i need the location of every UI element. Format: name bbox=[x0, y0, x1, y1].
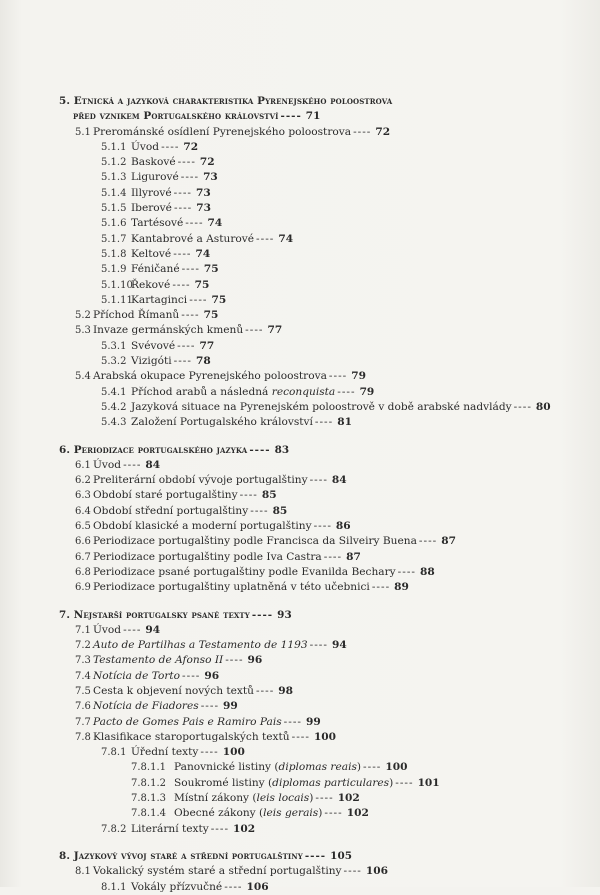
leader-dash: ---- bbox=[123, 623, 142, 636]
entry-text: Svévové bbox=[131, 339, 176, 352]
chapter-title: 6. Periodizace portugalského jazyka bbox=[59, 443, 248, 456]
entry-text-end: ) bbox=[356, 761, 362, 774]
entry-title bbox=[93, 369, 327, 384]
entry-text: Literární texty bbox=[131, 822, 209, 835]
entry-title bbox=[131, 745, 198, 760]
entry-page: 102 bbox=[233, 822, 256, 835]
chapter-page: 105 bbox=[330, 849, 353, 862]
leader-dash: ---- bbox=[181, 263, 200, 276]
chapter-page: 83 bbox=[274, 443, 290, 456]
toc-entry bbox=[59, 822, 584, 837]
entry-page: 98 bbox=[278, 684, 294, 697]
entry-text: Řekové bbox=[131, 278, 171, 291]
entry-text: Vokalický systém staré a střední portugalštiny bbox=[93, 865, 342, 878]
entry-number: 5.1 bbox=[75, 126, 91, 138]
entry-number: 7.7 bbox=[75, 716, 91, 728]
entry-title bbox=[174, 791, 313, 806]
entry-number: 5.1.9 bbox=[101, 264, 127, 276]
entry-page: 87 bbox=[346, 550, 361, 563]
toc-entry bbox=[59, 323, 584, 338]
leader-dash: ---- bbox=[200, 746, 219, 759]
entry-number: 8.1.1 bbox=[101, 881, 127, 893]
entry-number: 5.4 bbox=[75, 371, 91, 383]
entry-text: Jazyková situace na Pyrenejském poloostrově v době arabské nadvlády bbox=[131, 400, 512, 413]
entry-number: 5.4.2 bbox=[101, 401, 127, 413]
leader-dash: ---- bbox=[251, 608, 274, 621]
chapter-heading bbox=[59, 443, 584, 458]
entry-title bbox=[93, 534, 417, 549]
chapter-heading bbox=[59, 849, 584, 864]
entry-text-italic: leis gerais bbox=[263, 807, 319, 820]
entry-text-italic: Testamento de Afonso II bbox=[93, 654, 224, 667]
leader-dash: ---- bbox=[239, 489, 258, 502]
entry-number: 7.1 bbox=[75, 624, 91, 636]
leader-dash: ---- bbox=[395, 776, 414, 789]
entry-page: 75 bbox=[194, 278, 210, 291]
toc-entry bbox=[59, 699, 584, 714]
leader-dash: ---- bbox=[123, 458, 142, 471]
entry-title bbox=[93, 699, 199, 714]
entry-title bbox=[93, 580, 370, 595]
toc-entry bbox=[59, 791, 584, 806]
entry-page: 78 bbox=[195, 355, 211, 368]
toc-entry bbox=[59, 534, 584, 549]
toc-entry bbox=[59, 550, 584, 565]
leader-dash: ---- bbox=[313, 520, 332, 533]
entry-text: Úvod bbox=[93, 458, 122, 471]
toc-entry bbox=[59, 623, 584, 638]
entry-number: 6.4 bbox=[75, 505, 91, 517]
leader-dash: ---- bbox=[363, 761, 382, 774]
leader-dash: ---- bbox=[418, 535, 438, 548]
entry-page: 86 bbox=[335, 520, 351, 533]
entry-title bbox=[174, 760, 361, 775]
toc-entry bbox=[59, 247, 584, 262]
toc-entry bbox=[59, 415, 584, 430]
leader-dash: ---- bbox=[181, 309, 200, 322]
leader-dash: ---- bbox=[180, 171, 200, 184]
entry-number: 5.1.4 bbox=[101, 187, 127, 199]
leader-dash: ---- bbox=[173, 355, 192, 368]
entry-text-italic: Auto de Partilhas a Testamento de 1193 bbox=[93, 639, 308, 652]
leader-dash: ---- bbox=[182, 669, 201, 682]
chapter-title: 7. Nejstarší portugalsky psané texty bbox=[59, 608, 250, 621]
entry-number: 6.6 bbox=[75, 536, 91, 548]
toc-entry bbox=[59, 488, 584, 503]
entry-text: Keltové bbox=[131, 247, 172, 260]
entry-text: Prerománské osídlení Pyrenejského poloostrova bbox=[93, 125, 352, 138]
toc-entry bbox=[59, 669, 584, 684]
entry-number: 5.2 bbox=[75, 310, 91, 322]
entry-number: 7.4 bbox=[75, 670, 91, 682]
toc-entry bbox=[59, 580, 584, 595]
entry-page: 84 bbox=[331, 474, 347, 487]
leader-dash: ---- bbox=[210, 822, 230, 835]
entry-number: 5.1.11 bbox=[101, 294, 133, 306]
entry-page: 73 bbox=[196, 202, 212, 215]
leader-dash: ---- bbox=[324, 807, 343, 820]
entry-number: 5.1.3 bbox=[101, 172, 127, 184]
entry-text-italic: Notícia de Torto bbox=[93, 669, 181, 682]
toc-entry bbox=[59, 473, 584, 488]
entry-page: 72 bbox=[199, 156, 215, 169]
leader-dash: ---- bbox=[250, 504, 269, 517]
entry-page: 89 bbox=[394, 581, 409, 594]
entry-page: 94 bbox=[331, 639, 347, 652]
toc-entry bbox=[59, 369, 584, 384]
entry-number: 7.5 bbox=[75, 685, 91, 697]
leader-dash: ---- bbox=[172, 278, 191, 291]
entry-title bbox=[93, 125, 351, 140]
toc-entry bbox=[59, 232, 584, 247]
entry-number: 7.3 bbox=[75, 655, 91, 667]
entry-title bbox=[93, 715, 282, 730]
entry-title bbox=[93, 864, 342, 879]
entry-page: 73 bbox=[195, 186, 211, 199]
chapter-title-cont: před vznikem Portugalského království bbox=[73, 110, 279, 123]
toc-entry bbox=[59, 864, 584, 879]
chapter-heading bbox=[59, 608, 584, 623]
leader-dash: ---- bbox=[315, 792, 334, 805]
entry-title bbox=[131, 155, 176, 170]
entry-number: 7.8.1.1 bbox=[131, 762, 166, 774]
entry-page: 74 bbox=[207, 217, 223, 230]
entry-text: Období staré portugalštiny bbox=[93, 489, 238, 502]
leader-dash: ---- bbox=[343, 865, 362, 878]
entry-title bbox=[93, 623, 121, 638]
entry-title bbox=[93, 669, 180, 684]
entry-title bbox=[93, 519, 312, 534]
entry-text: Arabská okupace Pyrenejského poloostrova bbox=[93, 370, 327, 383]
leader-dash: ---- bbox=[323, 550, 343, 563]
entry-title bbox=[93, 458, 121, 473]
leader-dash: ---- bbox=[256, 232, 275, 245]
entry-title bbox=[131, 247, 171, 262]
entry-title bbox=[93, 473, 308, 488]
toc-entry bbox=[59, 504, 584, 519]
entry-number: 6.2 bbox=[75, 475, 91, 487]
toc-entry bbox=[59, 715, 584, 730]
entry-page: 72 bbox=[183, 140, 199, 153]
leader-dash: ---- bbox=[245, 324, 264, 337]
entry-page: 75 bbox=[211, 293, 227, 306]
entry-text-italic: Notícia de Fiadores bbox=[93, 700, 199, 713]
entry-page: 79 bbox=[359, 385, 375, 398]
entry-number: 5.3.2 bbox=[101, 356, 127, 368]
entry-text-end: ) bbox=[309, 792, 314, 805]
leader-dash: ---- bbox=[185, 217, 204, 230]
entry-title bbox=[93, 308, 179, 323]
entry-number: 8.1 bbox=[75, 866, 91, 878]
toc-entry bbox=[59, 638, 584, 653]
entry-page: 96 bbox=[204, 669, 220, 682]
entry-title bbox=[93, 730, 290, 745]
leader-dash: ---- bbox=[309, 474, 328, 487]
entry-number: 5.1.8 bbox=[101, 248, 127, 260]
leader-dash: ---- bbox=[173, 186, 192, 199]
entry-page: 74 bbox=[278, 232, 294, 245]
entry-title bbox=[93, 550, 322, 565]
toc-entry bbox=[59, 125, 584, 140]
entry-title bbox=[131, 232, 254, 247]
entry-number: 6.5 bbox=[75, 521, 91, 533]
entry-title bbox=[131, 216, 183, 231]
entry-title bbox=[93, 488, 238, 503]
toc-entry bbox=[59, 400, 584, 415]
entry-text: Úvod bbox=[93, 623, 122, 636]
toc-entry bbox=[59, 684, 584, 699]
entry-number: 5.1.2 bbox=[101, 157, 127, 169]
entry-number: 6.1 bbox=[75, 459, 91, 471]
entry-page: 85 bbox=[261, 489, 277, 502]
entry-title bbox=[131, 170, 179, 185]
entry-text: Soukromé listiny ( bbox=[174, 776, 273, 789]
toc-entry bbox=[59, 745, 584, 760]
leader-dash: ---- bbox=[337, 385, 356, 398]
entry-text: Vizigóti bbox=[131, 355, 172, 368]
leader-dash: ---- bbox=[224, 880, 243, 893]
entry-text: Kantabrové a Asturové bbox=[131, 232, 255, 245]
chapter-heading bbox=[59, 94, 584, 125]
leader-dash: ---- bbox=[225, 654, 244, 667]
entry-title bbox=[93, 684, 254, 699]
entry-text: Illyrové bbox=[131, 186, 172, 199]
entry-page: 73 bbox=[203, 171, 218, 184]
leader-dash: ---- bbox=[314, 416, 334, 429]
leader-dash: ---- bbox=[283, 715, 302, 728]
entry-title bbox=[131, 822, 209, 837]
entry-text: Féničané bbox=[131, 263, 180, 276]
entry-number: 7.2 bbox=[75, 640, 91, 652]
entry-text: Periodizace psané portugalštiny podle Evanilda Bechary bbox=[93, 565, 396, 578]
leader-dash: ---- bbox=[397, 565, 416, 578]
entry-number: 6.3 bbox=[75, 490, 91, 502]
entry-number: 5.1.6 bbox=[101, 218, 127, 230]
entry-number: 7.8.2 bbox=[101, 823, 127, 835]
leader-dash: ---- bbox=[255, 684, 275, 697]
entry-number: 6.7 bbox=[75, 551, 91, 563]
entry-page: 106 bbox=[246, 880, 269, 893]
entry-page: 80 bbox=[535, 400, 551, 413]
entry-page: 81 bbox=[337, 416, 352, 429]
entry-text-italic: Pacto de Gomes Pais e Ramiro Pais bbox=[93, 715, 282, 728]
toc-entry bbox=[59, 216, 584, 231]
toc-entry bbox=[59, 201, 584, 216]
entry-page: 102 bbox=[346, 807, 369, 820]
entry-number: 6.9 bbox=[75, 582, 91, 594]
entry-text-italic: reconquista bbox=[271, 385, 336, 398]
leader-dash: ---- bbox=[371, 581, 391, 594]
leader-dash: ---- bbox=[353, 125, 372, 138]
toc-entry bbox=[59, 170, 584, 185]
entry-text: Cesta k objevení nových textů bbox=[93, 684, 254, 697]
entry-text: Periodizace portugalštiny uplatněná v této učebnici bbox=[93, 581, 370, 594]
entry-text: Obecné zákony ( bbox=[174, 807, 264, 820]
entry-page: 88 bbox=[420, 565, 435, 578]
toc-entry bbox=[59, 458, 584, 473]
toc-entry bbox=[59, 519, 584, 534]
toc-entry bbox=[59, 653, 584, 668]
toc-entry bbox=[59, 155, 584, 170]
toc-entry bbox=[59, 565, 584, 580]
entry-title bbox=[174, 776, 393, 791]
entry-title bbox=[131, 201, 172, 216]
entry-title bbox=[131, 186, 172, 201]
entry-text: Období klasické a moderní portugalštiny bbox=[93, 520, 312, 533]
toc-entry bbox=[59, 730, 584, 745]
toc-entry bbox=[59, 880, 584, 895]
entry-text-end: ) bbox=[318, 807, 323, 820]
entry-title bbox=[131, 293, 187, 308]
entry-page: 101 bbox=[417, 776, 440, 789]
leader-dash: ---- bbox=[249, 443, 271, 456]
leader-dash: ---- bbox=[200, 700, 220, 713]
entry-page: 75 bbox=[203, 263, 219, 276]
leader-dash: ---- bbox=[177, 339, 196, 352]
entry-text-end: ) bbox=[389, 776, 394, 789]
entry-number: 7.6 bbox=[75, 701, 91, 713]
leader-dash: ---- bbox=[328, 370, 348, 383]
chapter-title: 5. Etnická a jazyková charakteristika Pyrenejského poloostrova bbox=[59, 95, 393, 107]
entry-title bbox=[174, 806, 322, 821]
entry-title bbox=[93, 638, 308, 653]
entry-page: 84 bbox=[145, 458, 161, 471]
entry-text: Preliterární období vývoje portugalštiny bbox=[93, 474, 308, 487]
toc-entry bbox=[59, 186, 584, 201]
entry-page: 77 bbox=[199, 339, 215, 352]
entry-number: 5.1.10 bbox=[101, 279, 133, 291]
entry-number: 7.8.1 bbox=[101, 747, 127, 759]
toc-entry bbox=[59, 308, 584, 323]
leader-dash: ---- bbox=[304, 849, 327, 862]
entry-page: 74 bbox=[195, 247, 211, 260]
entry-text: Ligurové bbox=[131, 171, 179, 184]
entry-text: Klasifikace staroportugalských textů bbox=[93, 730, 290, 743]
entry-number: 5.3 bbox=[75, 325, 91, 337]
leader-dash: ---- bbox=[513, 400, 532, 413]
entry-text: Příchod Římanů bbox=[93, 309, 180, 322]
entry-number: 6.8 bbox=[75, 566, 91, 578]
entry-page: 75 bbox=[203, 309, 219, 322]
entry-page: 72 bbox=[375, 125, 391, 138]
entry-text-italic: diplomas reais bbox=[278, 761, 357, 774]
entry-page: 99 bbox=[223, 700, 238, 713]
entry-title bbox=[131, 880, 222, 895]
toc-entry bbox=[59, 339, 584, 354]
chapter-page: 71 bbox=[305, 110, 321, 123]
entry-page: 85 bbox=[272, 504, 288, 517]
entry-page: 100 bbox=[222, 746, 245, 759]
entry-title bbox=[131, 262, 180, 277]
entry-text: Tartésové bbox=[131, 217, 184, 230]
entry-title bbox=[93, 653, 223, 668]
entry-text: Úvod bbox=[131, 140, 160, 153]
entry-title bbox=[131, 354, 172, 369]
leader-dash: ---- bbox=[309, 639, 328, 652]
toc-entry bbox=[59, 278, 584, 293]
entry-number: 5.1.1 bbox=[101, 141, 127, 153]
entry-text: Baskové bbox=[131, 156, 176, 169]
leader-dash: ---- bbox=[189, 293, 208, 306]
entry-text-italic: diplomas particulares bbox=[272, 776, 390, 789]
entry-number: 5.4.1 bbox=[101, 386, 127, 398]
toc-entry bbox=[59, 776, 584, 791]
entry-text: Příchod arabů a následná bbox=[131, 385, 272, 398]
entry-title bbox=[93, 323, 243, 338]
entry-page: 102 bbox=[337, 792, 360, 805]
entry-text: Iberové bbox=[131, 202, 172, 215]
entry-number: 5.3.1 bbox=[101, 340, 127, 352]
leader-dash: ---- bbox=[280, 110, 302, 123]
entry-page: 77 bbox=[267, 324, 283, 337]
entry-number: 7.8 bbox=[75, 731, 91, 743]
toc-entry bbox=[59, 140, 584, 155]
entry-page: 106 bbox=[365, 865, 388, 878]
chapter-title: 8. Jazykový vývoj staré a střední portugalštiny bbox=[59, 849, 303, 862]
entry-text: Úřední texty bbox=[131, 746, 199, 759]
toc-entry bbox=[59, 293, 584, 308]
entry-page: 87 bbox=[441, 535, 456, 548]
leader-dash: ---- bbox=[177, 156, 196, 169]
chapter-title-line2 bbox=[59, 109, 584, 124]
entry-title bbox=[93, 565, 396, 580]
entry-text-italic: leis locais bbox=[256, 792, 310, 805]
leader-dash: ---- bbox=[161, 140, 180, 153]
toc-entry bbox=[59, 760, 584, 775]
entry-number: 7.8.1.4 bbox=[131, 808, 166, 820]
entry-text: Místní zákony ( bbox=[174, 792, 257, 805]
entry-text: Vokály přízvučné bbox=[131, 880, 223, 893]
toc-entry bbox=[59, 262, 584, 277]
leader-dash: ---- bbox=[291, 730, 310, 743]
entry-text: Invaze germánských kmenů bbox=[93, 324, 244, 337]
toc-entry bbox=[59, 385, 584, 400]
entry-text: Periodizace portugalštiny podle Iva Castra bbox=[93, 550, 322, 563]
leader-dash: ---- bbox=[173, 247, 192, 260]
chapter-page: 93 bbox=[277, 608, 292, 621]
table-of-contents bbox=[59, 94, 584, 895]
leader-dash: ---- bbox=[173, 202, 193, 215]
entry-number: 5.1.7 bbox=[101, 233, 127, 245]
entry-title bbox=[131, 415, 313, 430]
entry-number: 5.1.5 bbox=[101, 203, 127, 215]
entry-title bbox=[131, 400, 512, 415]
entry-number: 7.8.1.2 bbox=[131, 777, 166, 789]
entry-page: 99 bbox=[305, 715, 321, 728]
entry-page: 79 bbox=[351, 370, 366, 383]
toc-entry bbox=[59, 354, 584, 369]
entry-page: 100 bbox=[313, 730, 337, 743]
entry-page: 94 bbox=[145, 623, 161, 636]
entry-text: Panovnické listiny ( bbox=[174, 761, 279, 774]
entry-number: 7.8.1.3 bbox=[131, 793, 166, 805]
entry-title bbox=[93, 504, 248, 519]
entry-text: Kartaginci bbox=[131, 293, 188, 306]
entry-number: 5.4.3 bbox=[101, 417, 127, 429]
entry-title bbox=[131, 140, 159, 155]
entry-title bbox=[131, 278, 170, 293]
entry-page: 100 bbox=[385, 761, 408, 774]
entry-text: Období střední portugalštiny bbox=[93, 504, 249, 517]
entry-page: 96 bbox=[247, 654, 263, 667]
toc-entry bbox=[59, 806, 584, 821]
entry-text: Periodizace portugalštiny podle Francisca da Silveiry Buena bbox=[93, 535, 417, 548]
entry-text: Založení Portugalského království bbox=[131, 416, 313, 429]
entry-title bbox=[131, 385, 335, 400]
entry-title bbox=[131, 339, 175, 354]
